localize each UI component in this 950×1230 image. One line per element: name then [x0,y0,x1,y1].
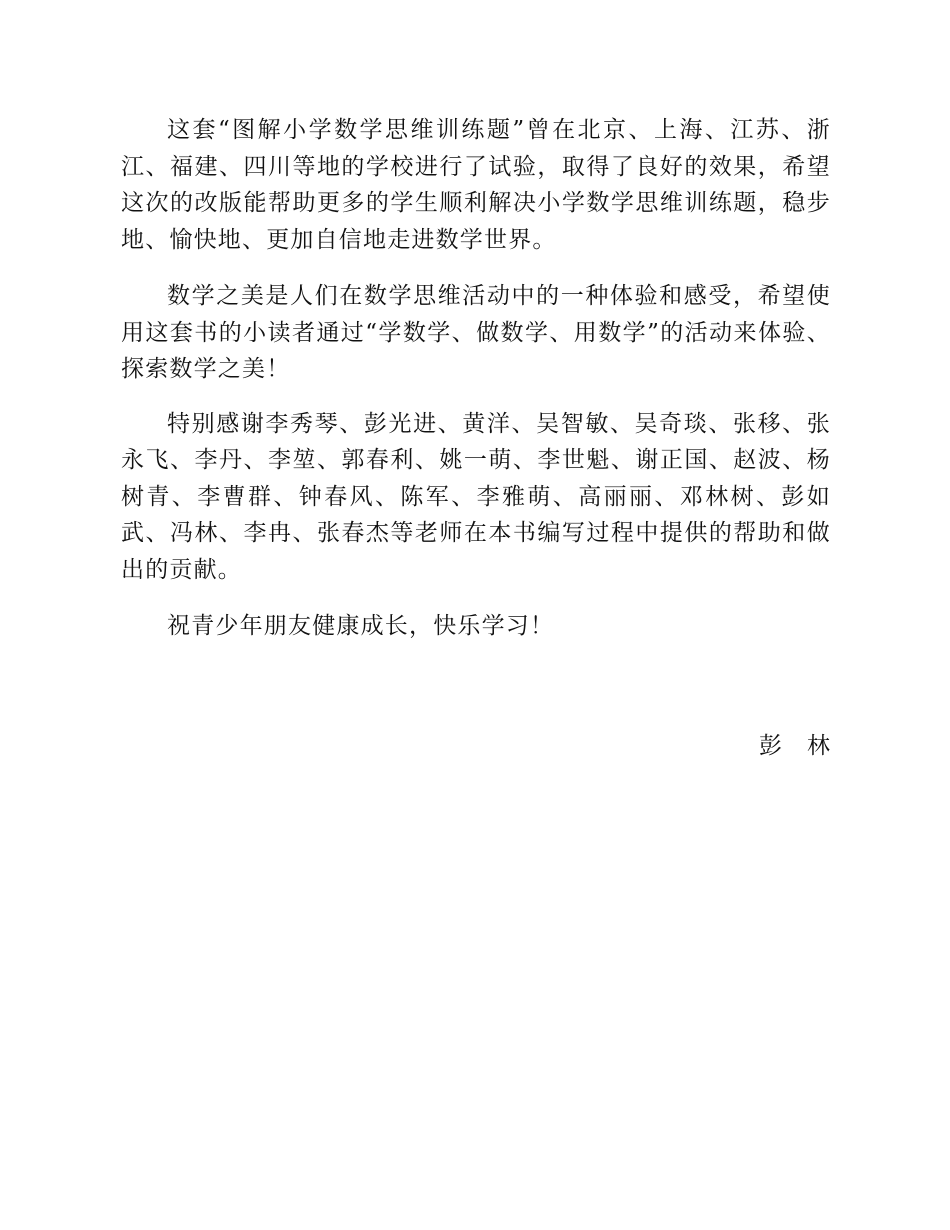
paragraph-trial-results: 这套“图解小学数学思维训练题”曾在北京、上海、江苏、浙江、福建、四川等地的学校进行了试验，取得了良好的效果，希望这次的改版能帮助更多的学生顺利解决小学数学思维训练题，稳步地、愉快地、更加自信地走进数学世界。 [121,117,831,253]
document-body [121,112,831,645]
paragraph-beauty-of-math: 数学之美是人们在数学思维活动中的一种体验和感受，希望使用这套书的小读者通过“学数学、做数学、用数学”的活动来体验、探索数学之美！ [121,283,831,382]
paragraph-wishes: 祝青少年朋友健康成长，快乐学习！ [167,613,555,639]
author-signature: 彭 林 [759,733,831,759]
paragraph-acknowledgements: 特别感谢李秀琴、彭光进、黄洋、吴智敏、吴奇琰、张移、张永飞、李丹、李堃、郭春利、姚一萌、李世魁、谢正国、赵波、杨树青、李曹群、钟春风、陈军、李雅萌、高丽丽、邓林树、彭如武、冯林、李冉、张春杰等老师在本书编写过程中提供的帮助和做出的贡献。 [121,410,831,583]
